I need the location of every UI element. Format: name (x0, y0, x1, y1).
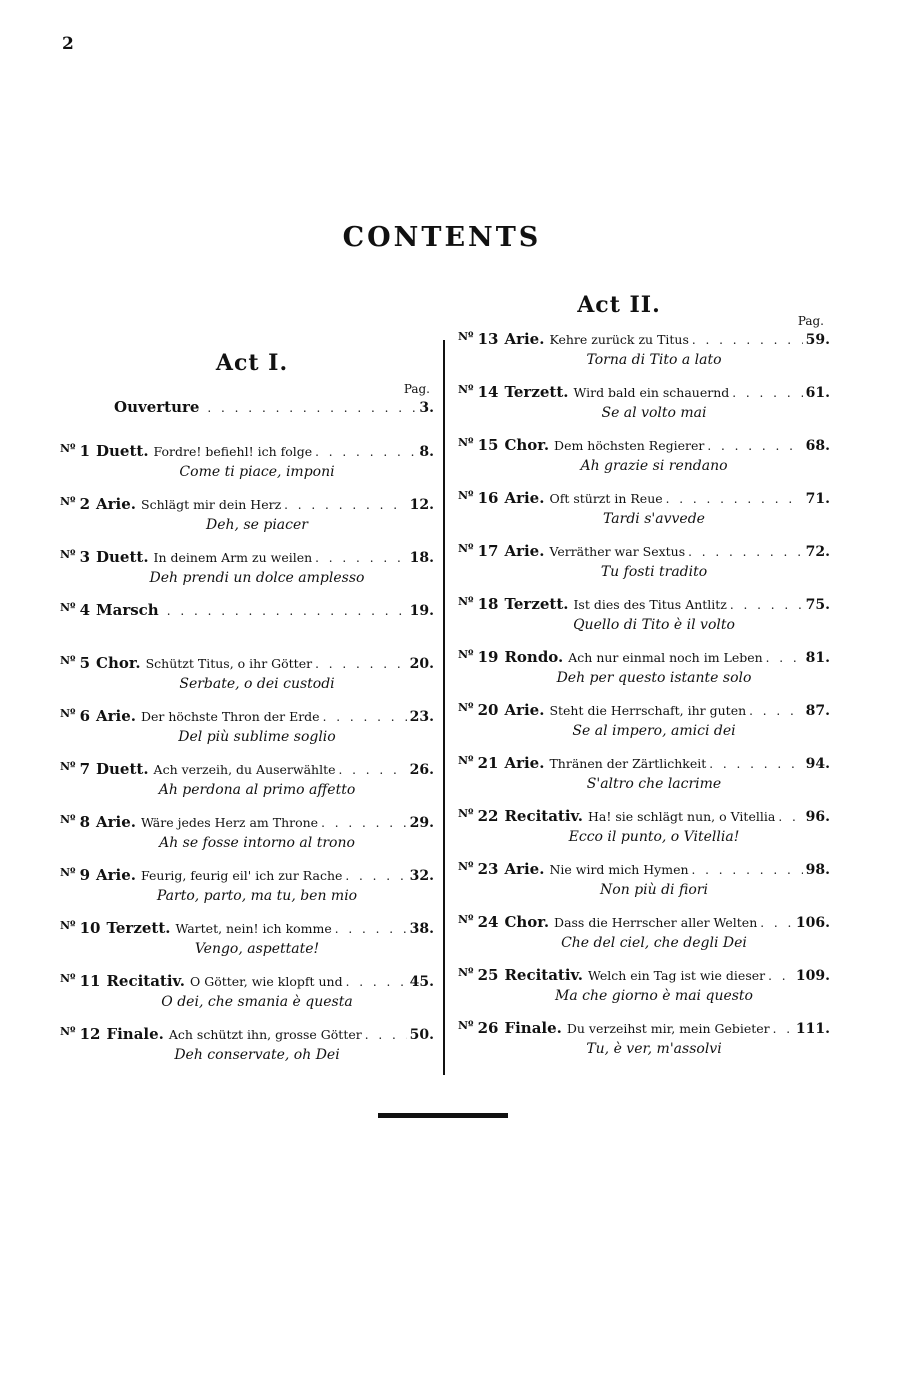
italian-title (60, 623, 434, 643)
contents-entry (60, 548, 434, 601)
entry-type: Arie. (96, 495, 137, 513)
number-label (60, 601, 96, 619)
number-label (60, 495, 96, 513)
contents-entry (60, 707, 434, 760)
german-title: Ist dies des Titus Antlitz (573, 597, 727, 612)
contents-entry (60, 1025, 434, 1078)
contents-entry (60, 760, 434, 813)
page-column-label: Pag. (797, 314, 824, 328)
numero-sign: Nº (458, 860, 474, 873)
contents-entry (60, 972, 434, 1025)
entry-page: 75. (805, 597, 830, 613)
german-title: O Götter, wie klopft und (189, 974, 343, 989)
numero-sign: Nº (458, 754, 474, 767)
act-1-column (60, 350, 434, 1078)
number-label (458, 860, 504, 878)
leader-dots (707, 439, 802, 453)
leader-dots (323, 710, 407, 724)
leader-dots (335, 922, 407, 936)
contents-entry (60, 654, 434, 707)
german-title: Du verzeihst mir, mein Gebieter (566, 1021, 770, 1036)
entry-type: Arie. (96, 707, 137, 725)
entry-number: 26 (477, 1019, 499, 1037)
entry-type: Finale. (504, 1019, 562, 1037)
german-title: Ach verzeih, du Auserwählte (153, 762, 336, 777)
italian-title: Se al volto mai (601, 405, 707, 421)
entry-page: 23. (409, 709, 434, 725)
leader-dots (766, 651, 803, 665)
contents-entry (458, 542, 830, 595)
italian-title: Parto, parto, ma tu, ben mio (156, 888, 358, 904)
german-title: Welch ein Tag ist wie dieser (587, 968, 766, 983)
entry-type: Chor. (96, 654, 141, 672)
italian-title: S'altro che lacrime (586, 776, 722, 792)
italian-title: Tardi s'avvede (603, 511, 705, 527)
german-title: Kehre zurück zu Titus (549, 332, 689, 347)
entry-type: Arie. (96, 813, 137, 831)
entry-type: Arie. (504, 754, 545, 772)
act-2-column (458, 292, 830, 1072)
numero-sign: Nº (458, 701, 474, 714)
leader-dots (730, 598, 803, 612)
german-title: Schlägt mir dein Herz (141, 497, 282, 512)
contents-entry (458, 807, 830, 860)
number-label (60, 760, 96, 778)
number-label (60, 1025, 106, 1043)
entry-type: Arie. (504, 330, 545, 348)
entry-number: 20 (477, 701, 499, 719)
entry-page: 45. (409, 974, 434, 990)
entry-page: 87. (805, 703, 830, 719)
number-label (458, 330, 504, 348)
numero-sign: Nº (458, 330, 474, 343)
number-label (458, 542, 504, 560)
leader-dots (749, 704, 803, 718)
entry-number: 17 (477, 542, 499, 560)
leader-dots (773, 1022, 793, 1036)
entry-page: 96. (805, 809, 830, 825)
numero-sign: Nº (60, 707, 76, 720)
numero-sign: Nº (458, 489, 474, 502)
entry-type: Duett. (96, 442, 149, 460)
entry-type: Finale. (106, 1025, 164, 1043)
number-label (60, 707, 96, 725)
contents-entry (60, 813, 434, 866)
german-title: Schützt Titus, o ihr Götter (145, 656, 313, 671)
number-label (458, 701, 504, 719)
number-label (458, 383, 504, 401)
contents-entry (60, 601, 434, 654)
italian-title: Che del ciel, che degli Dei (561, 935, 747, 951)
italian-title: Deh, se piacer (206, 517, 308, 533)
entry-page: 109. (795, 968, 830, 984)
numero-sign: Nº (60, 919, 76, 932)
german-title: Ha! sie schlägt nun, o Vitellia (587, 809, 776, 824)
entry-number: 3 (79, 548, 90, 566)
contents-entry (458, 489, 830, 542)
number-label (60, 654, 96, 672)
numero-sign: Nº (60, 866, 76, 879)
leader-dots (321, 816, 407, 830)
leader-dots (365, 1028, 407, 1042)
numero-sign: Nº (458, 807, 474, 820)
leader-dots (692, 333, 803, 347)
number-label (60, 813, 96, 831)
act-2-heading: Act II. (577, 292, 661, 318)
numero-sign: Nº (60, 760, 76, 773)
entry-page: 26. (409, 762, 434, 778)
entry-number: 16 (477, 489, 499, 507)
entry-number: 11 (79, 972, 101, 990)
entry-type: Arie. (504, 860, 545, 878)
contents-entry (458, 595, 830, 648)
act-1-entries (60, 442, 434, 1078)
entry-number: 25 (477, 966, 499, 984)
italian-title: Ah perdona al primo affetto (158, 782, 356, 798)
entry-type: Marsch (96, 601, 159, 619)
number-label (458, 648, 504, 666)
entry-type: Duett. (96, 548, 149, 566)
leader-dots (284, 498, 406, 512)
german-title: Verräther war Sextus (549, 544, 686, 559)
german-title: Thränen der Zärtlichkeit (549, 756, 707, 771)
entry-page: 59. (805, 332, 830, 348)
entry-number: 9 (79, 866, 90, 884)
german-title: Fordre! befiehl! ich folge (153, 444, 313, 459)
entry-number: 14 (477, 383, 499, 401)
italian-title: Ah grazie si rendano (580, 458, 728, 474)
leader-dots (345, 869, 406, 883)
contents-entry (458, 913, 830, 966)
entry-number: 18 (477, 595, 499, 613)
entry-number: 2 (79, 495, 90, 513)
page-number: 2 (62, 34, 74, 54)
number-label (458, 754, 504, 772)
italian-title: Tu fosti tradito (600, 564, 708, 580)
german-title: Wartet, nein! ich komme (175, 921, 332, 936)
german-title: Feurig, feurig eil' ich zur Rache (141, 868, 343, 883)
entry-number: 4 (79, 601, 90, 619)
contents-entry (458, 383, 830, 436)
number-label (60, 548, 96, 566)
column-divider (443, 340, 445, 1075)
act-2-entries (458, 330, 830, 1072)
entry-type: Recitativ. (106, 972, 185, 990)
leader-dots (666, 492, 803, 506)
leader-dots (346, 975, 407, 989)
numero-sign: Nº (60, 972, 76, 985)
german-title: Ach schützt ihn, grosse Götter (168, 1027, 362, 1042)
entry-page: 8. (419, 444, 434, 460)
entry-number: 15 (477, 436, 499, 454)
overture-entry (60, 398, 434, 442)
entry-page: 29. (409, 815, 434, 831)
entry-page: 61. (805, 385, 830, 401)
entry-type: Chor. (504, 436, 550, 454)
entry-type: Arie. (504, 701, 545, 719)
italian-title: Ecco il punto, o Vitellia! (568, 829, 740, 845)
contents-entry (458, 966, 830, 1019)
overture-title: Ouverture (114, 398, 200, 416)
german-title: Wäre jedes Herz am Throne (141, 815, 319, 830)
entry-type: Arie. (96, 866, 137, 884)
numero-sign: Nº (458, 436, 474, 449)
entry-number: 1 (79, 442, 90, 460)
leader-dots (167, 604, 407, 618)
leader-dots (709, 757, 802, 771)
italian-title: Torna di Tito a lato (586, 352, 722, 368)
italian-title: Deh prendi un dolce amplesso (149, 570, 365, 586)
number-label (60, 919, 106, 937)
leader-dots (688, 545, 802, 559)
italian-title: Non più di fiori (600, 882, 708, 898)
entry-type: Terzett. (504, 595, 569, 613)
entry-number: 5 (79, 654, 90, 672)
entry-page: 38. (409, 921, 434, 937)
entry-type: Rondo. (504, 648, 564, 666)
italian-title: Deh per questo istante solo (556, 670, 752, 686)
leader-dots (768, 969, 793, 983)
entry-type: Chor. (504, 913, 550, 931)
entry-page: 12. (409, 497, 434, 513)
entry-page: 81. (805, 650, 830, 666)
number-label (60, 972, 106, 990)
number-label (458, 807, 504, 825)
entry-number: 8 (79, 813, 90, 831)
entry-page: 20. (409, 656, 434, 672)
numero-sign: Nº (458, 542, 474, 555)
german-title: Ach nur einmal noch im Leben (568, 650, 763, 665)
number-label (60, 442, 96, 460)
entry-type: Recitativ. (504, 807, 583, 825)
italian-title: Ah se fosse intorno al trono (159, 835, 355, 851)
italian-title: Come ti piace, imponi (179, 464, 335, 480)
entry-page: 18. (409, 550, 434, 566)
italian-title: Del più sublime soglio (178, 729, 336, 745)
german-title: Wird bald ein schauernd (573, 385, 730, 400)
end-rule (378, 1113, 508, 1118)
contents-entry (458, 1019, 830, 1072)
german-title: Dass die Herrscher aller Welten (554, 915, 758, 930)
contents-entry (60, 495, 434, 548)
entry-page: 71. (805, 491, 830, 507)
contents-entry (60, 866, 434, 919)
numero-sign: Nº (458, 1019, 474, 1032)
leader-dots (315, 657, 407, 671)
entry-page: 50. (409, 1027, 434, 1043)
italian-title: Ma che giorno è mai questo (555, 988, 753, 1004)
number-label (458, 436, 504, 454)
contents-entry (60, 442, 434, 495)
contents-entry (458, 860, 830, 913)
entry-type: Arie. (504, 489, 545, 507)
entry-type: Terzett. (504, 383, 569, 401)
numero-sign: Nº (60, 813, 76, 826)
italian-title: Tu, è ver, m'assolvi (586, 1041, 722, 1057)
contents-entry (458, 701, 830, 754)
italian-title: Se al impero, amici dei (572, 723, 736, 739)
numero-sign: Nº (60, 548, 76, 561)
german-title: Steht die Herrschaft, ihr guten (549, 703, 747, 718)
leader-dots (732, 386, 802, 400)
italian-title: Vengo, aspettate! (194, 941, 320, 957)
entry-number: 13 (477, 330, 499, 348)
numero-sign: Nº (60, 495, 76, 508)
entry-type: Duett. (96, 760, 149, 778)
entry-page: 19. (409, 603, 434, 619)
german-title: Dem höchsten Regierer (554, 438, 705, 453)
entry-page: 32. (409, 868, 434, 884)
entry-page: 106. (795, 915, 830, 931)
german-title: Nie wird mich Hymen (549, 862, 689, 877)
entry-number: 10 (79, 919, 101, 937)
entry-page: 111. (795, 1021, 830, 1037)
entry-page: 98. (805, 862, 830, 878)
contents-entry (458, 754, 830, 807)
leader-dots (778, 810, 802, 824)
numero-sign: Nº (458, 383, 474, 396)
leader-dots (207, 401, 416, 415)
entry-number: 12 (79, 1025, 101, 1043)
numero-sign: Nº (60, 1025, 76, 1038)
number-label (458, 595, 504, 613)
leader-dots (760, 916, 793, 930)
contents-entry (458, 436, 830, 489)
numero-sign: Nº (458, 595, 474, 608)
entry-page: 68. (805, 438, 830, 454)
entry-number: 24 (477, 913, 499, 931)
entry-number: 7 (79, 760, 90, 778)
numero-sign: Nº (60, 654, 76, 667)
italian-title: Serbate, o dei custodi (179, 676, 335, 692)
italian-title: Quello di Tito è il volto (573, 617, 735, 633)
overture-page: 3. (419, 400, 434, 416)
entry-number: 6 (79, 707, 90, 725)
german-title: In deinem Arm zu weilen (153, 550, 313, 565)
contents-entry (458, 330, 830, 383)
contents-entry (458, 648, 830, 701)
leader-dots (692, 863, 803, 877)
number-label (458, 489, 504, 507)
entry-type: Terzett. (106, 919, 171, 937)
numero-sign: Nº (458, 966, 474, 979)
italian-title: Deh conservate, oh Dei (174, 1047, 340, 1063)
number-label (458, 1019, 504, 1037)
entry-page: 94. (805, 756, 830, 772)
entry-type: Arie. (504, 542, 545, 560)
page-title: CONTENTS (342, 222, 542, 253)
numero-sign: Nº (60, 601, 76, 614)
entry-number: 22 (477, 807, 499, 825)
contents-entry (60, 919, 434, 972)
numero-sign: Nº (458, 648, 474, 661)
act-1-heading: Act I. (215, 350, 289, 376)
number-label (60, 866, 96, 884)
leader-dots (339, 763, 407, 777)
numero-sign: Nº (60, 442, 76, 455)
german-title: Oft stürzt in Reue (549, 491, 663, 506)
leader-dots (315, 445, 416, 459)
leader-dots (315, 551, 406, 565)
entry-number: 19 (477, 648, 499, 666)
german-title: Der höchste Thron der Erde (141, 709, 320, 724)
numero-sign: Nº (458, 913, 474, 926)
italian-title: O dei, che smania è questa (161, 994, 353, 1010)
entry-page: 72. (805, 544, 830, 560)
number-label (458, 966, 504, 984)
page-column-label: Pag. (403, 382, 430, 396)
entry-number: 23 (477, 860, 499, 878)
entry-type: Recitativ. (504, 966, 583, 984)
number-label (458, 913, 504, 931)
entry-number: 21 (477, 754, 499, 772)
